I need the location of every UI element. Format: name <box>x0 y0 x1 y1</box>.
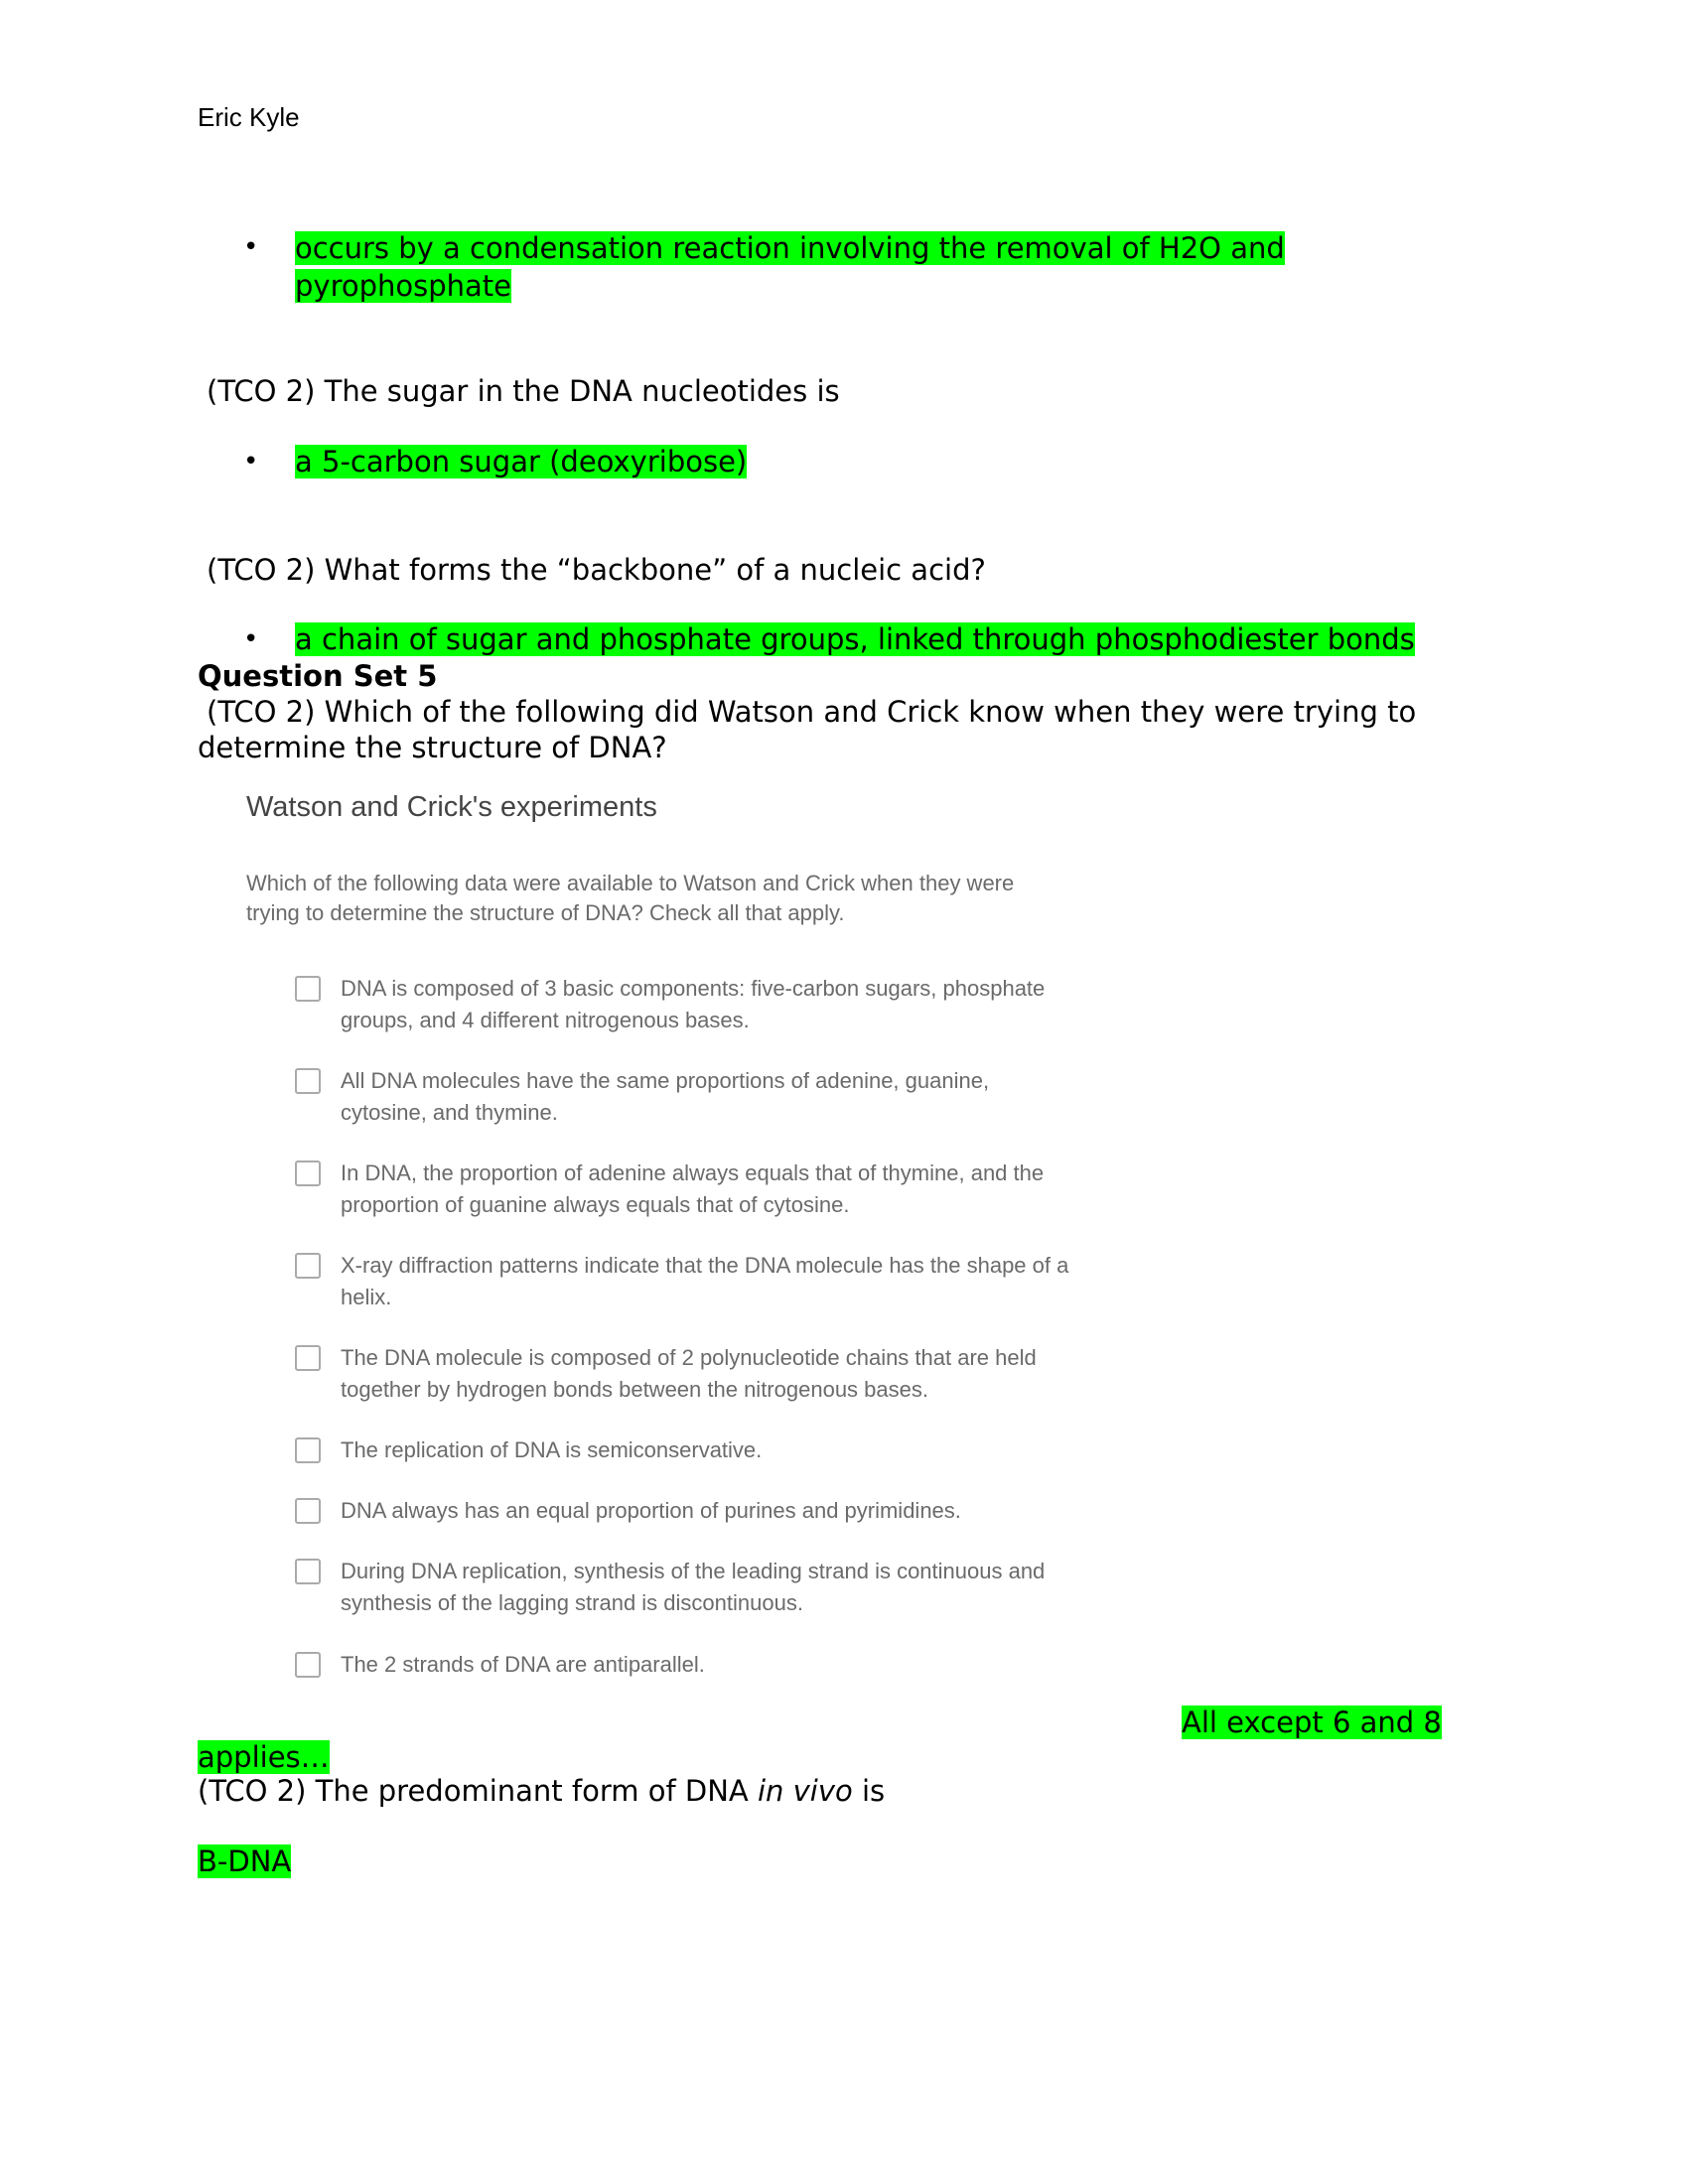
question-text: determine the structure of DNA? <box>198 731 667 764</box>
embedded-prompt: Which of the following data were available to Watson and Crick when they were <box>246 871 1015 895</box>
embedded-title: Watson and Crick's experiments <box>246 791 657 823</box>
option-checkbox[interactable] <box>295 1498 321 1524</box>
option-checkbox[interactable] <box>295 976 321 1002</box>
answer-text: a chain of sugar and phosphate groups, linked through phosphodiester bonds <box>295 622 1415 656</box>
author-name: Eric Kyle <box>198 102 300 132</box>
answer-text: pyrophosphate <box>295 269 512 303</box>
option-text: The replication of DNA is semiconservative. <box>341 1437 763 1462</box>
option-text: proportion of guanine always equals that of cytosine. <box>341 1192 850 1217</box>
answer-text: B-DNA <box>198 1844 292 1878</box>
option-text: DNA always has an equal proportion of purines and pyrimidines. <box>341 1498 961 1523</box>
answer-text: a 5-carbon sugar (deoxyribose) <box>295 445 748 478</box>
answer-text: All except 6 and 8 <box>1182 1706 1442 1739</box>
option-checkbox[interactable] <box>295 1437 321 1463</box>
bullet-icon: • <box>243 232 259 262</box>
option-text: The 2 strands of DNA are antiparallel. <box>341 1652 705 1677</box>
option-checkbox[interactable] <box>295 1652 321 1678</box>
option-text: In DNA, the proportion of adenine always equals that of thymine, and the <box>341 1160 1045 1185</box>
option-text: helix. <box>341 1285 392 1309</box>
option-text: cytosine, and thymine. <box>341 1100 558 1125</box>
question-text: (TCO 2) Which of the following did Watson and Crick know when they were trying to <box>207 695 1417 729</box>
option-checkbox[interactable] <box>295 1160 321 1186</box>
question-text <box>198 1773 885 1809</box>
option-text: DNA is composed of 3 basic components: five-carbon sugars, phosphate <box>341 976 1046 1001</box>
option-text: groups, and 4 different nitrogenous bases. <box>341 1008 750 1032</box>
question-text-part: (TCO 2) The predominant form of DNA <box>198 1774 758 1808</box>
option-text: together by hydrogen bonds between the nitrogenous bases. <box>341 1377 928 1402</box>
option-text: The DNA molecule is composed of 2 polynucleotide chains that are held <box>341 1345 1037 1370</box>
question-text: (TCO 2) The sugar in the DNA nucleotides is <box>207 374 840 408</box>
bullet-icon: • <box>243 447 259 477</box>
answer-text: occurs by a condensation reaction involving the removal of H2O and <box>295 231 1285 265</box>
answer-text: applies… <box>198 1740 330 1774</box>
option-text: X-ray diffraction patterns indicate that the DNA molecule has the shape of a <box>341 1253 1069 1278</box>
embedded-prompt: trying to determine the structure of DNA? Check all that apply. <box>246 900 845 925</box>
option-text: During DNA replication, synthesis of the leading strand is continuous and <box>341 1559 1046 1583</box>
question-text-italic: in vivo <box>757 1774 853 1808</box>
option-text: All DNA molecules have the same proportions of adenine, guanine, <box>341 1068 990 1093</box>
option-checkbox[interactable] <box>295 1345 321 1371</box>
question-text: (TCO 2) What forms the “backbone” of a nucleic acid? <box>207 553 986 587</box>
option-text: synthesis of the lagging strand is discontinuous. <box>341 1590 803 1615</box>
option-checkbox[interactable] <box>295 1068 321 1094</box>
section-title: Question Set 5 <box>198 659 438 693</box>
option-checkbox[interactable] <box>295 1253 321 1279</box>
question-text-part: is <box>852 1774 886 1808</box>
bullet-icon: • <box>243 624 259 654</box>
option-checkbox[interactable] <box>295 1559 321 1584</box>
